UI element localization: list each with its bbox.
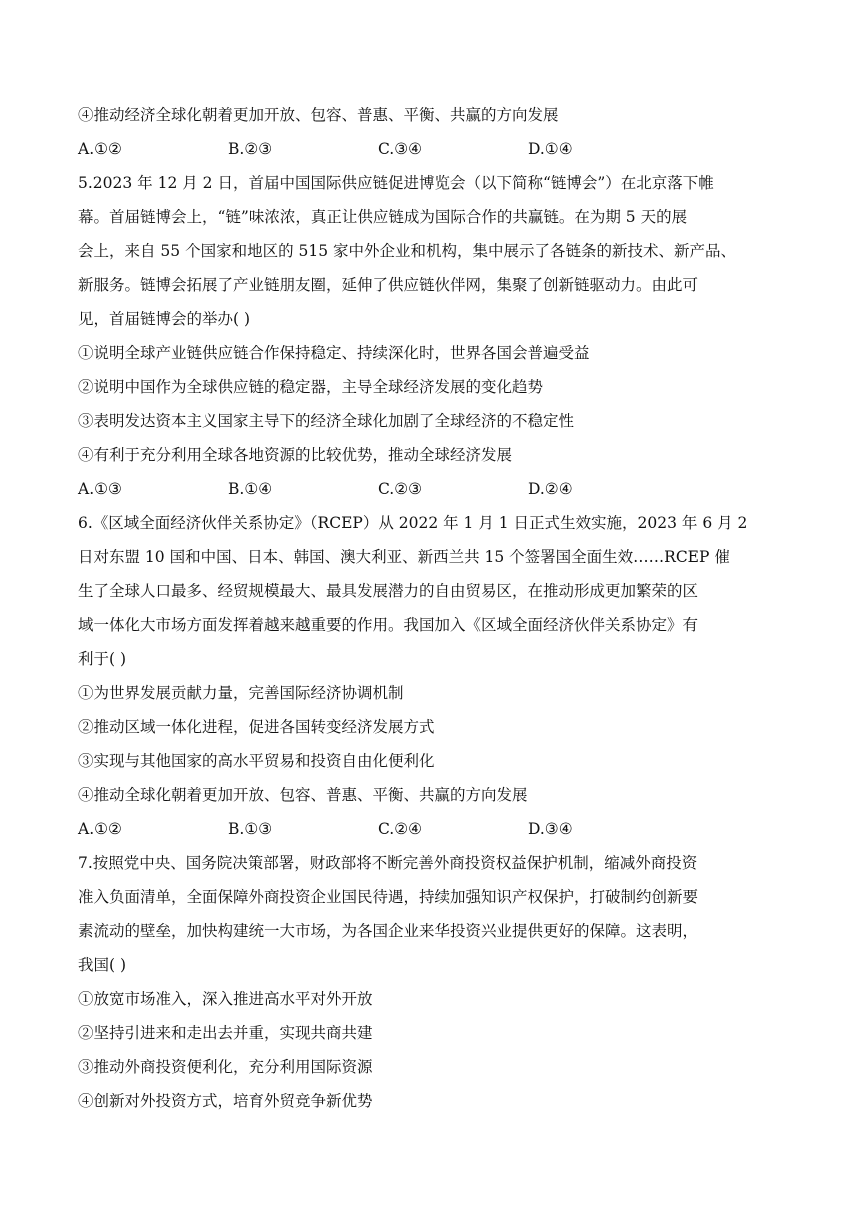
q4-choice-c[interactable]: C.③④ — [378, 140, 423, 158]
question-content — [78, 98, 778, 1118]
q6-choice-a[interactable]: A.①② — [78, 820, 122, 838]
q6-stem-line: 日对东盟 10 国和中国、日本、韩国、澳大利亚、新西兰共 15 个签署国全面生效……RCEP 催 — [78, 548, 730, 566]
q5-stem — [78, 166, 778, 336]
q5-stem-line: 幕。首届链博会上，“链”味浓浓，真正让供应链成为国际合作的共赢链。在为期 5 天的展 — [78, 208, 688, 226]
q7-stem-line: 7.按照党中央、国务院决策部署，财政部将不断完善外商投资权益保护机制，缩减外商投资 — [78, 854, 698, 872]
q5-choice-d[interactable]: D.②④ — [528, 480, 573, 498]
q6-choice-d[interactable]: D.③④ — [528, 820, 573, 838]
q7-option-3: ③推动外商投资便利化，充分利用国际资源 — [78, 1058, 373, 1076]
q5-stem-line: 新服务。链博会拓展了产业链朋友圈，延伸了供应链伙伴网，集聚了创新链驱动力。由此可 — [78, 276, 699, 294]
q5-option-3: ③表明发达资本主义国家主导下的经济全球化加剧了全球经济的不稳定性 — [78, 412, 575, 430]
q7-option-4: ④创新对外投资方式，培育外贸竞争新优势 — [78, 1092, 373, 1110]
q4-choice-d[interactable]: D.①④ — [528, 140, 573, 158]
q5-choice-c[interactable]: C.②③ — [378, 480, 423, 498]
q5-option-2: ②说明中国作为全球供应链的稳定器，主导全球经济发展的变化趋势 — [78, 378, 544, 396]
q6-choices — [78, 812, 778, 846]
q5-stem-line: 见，首届链博会的举办( ) — [78, 310, 251, 328]
q7-option-2: ②坚持引进来和走出去并重，实现共商共建 — [78, 1024, 373, 1042]
q5-choice-a[interactable]: A.①③ — [78, 480, 122, 498]
q5-stem-line: 会上，来自 55 个国家和地区的 515 家中外企业和机构，集中展示了各链条的新技术、新产品、 — [78, 242, 737, 260]
q5-option-1: ①说明全球产业链供应链合作保持稳定、持续深化时，世界各国会普遍受益 — [78, 344, 590, 362]
q4-option-4: ④推动经济全球化朝着更加开放、包容、普惠、平衡、共赢的方向发展 — [78, 106, 559, 124]
q7-option-1: ①放宽市场准入，深入推进高水平对外开放 — [78, 990, 373, 1008]
q7-stem-line: 素流动的壁垒，加快构建统一大市场，为各国企业来华投资兴业提供更好的保障。这表明， — [78, 922, 699, 940]
q6-choice-b[interactable]: B.①③ — [228, 820, 273, 838]
q6-option-1: ①为世界发展贡献力量，完善国际经济协调机制 — [78, 684, 404, 702]
q6-stem-line: 生了全球人口最多、经贸规模最大、最具发展潜力的自由贸易区，在推动形成更加繁荣的区 — [78, 582, 699, 600]
q6-stem-line: 6.《区域全面经济伙伴关系协定》（RCEP）从 2022 年 1 月 1 日正式生效实施，2023 年 6 月 2 — [78, 514, 748, 532]
q6-option-2: ②推动区域一体化进程，促进各国转变经济发展方式 — [78, 718, 435, 736]
q5-choices — [78, 472, 778, 506]
q5-choice-b[interactable]: B.①④ — [228, 480, 273, 498]
q4-choice-a[interactable]: A.①② — [78, 140, 122, 158]
q7-stem-line: 我国( ) — [78, 956, 127, 974]
q6-option-3: ③实现与其他国家的高水平贸易和投资自由化便利化 — [78, 752, 435, 770]
q5-option-4: ④有利于充分利用全球各地资源的比较优势，推动全球经济发展 — [78, 446, 513, 464]
q4-choice-b[interactable]: B.②③ — [228, 140, 273, 158]
q5-stem-line: 5.2023 年 12 月 2 日，首届中国国际供应链促进博览会（以下简称“链博会”）在北京落下帷 — [78, 174, 714, 192]
q7-stem-line: 准入负面清单，全面保障外商投资企业国民待遇，持续加强知识产权保护，打破制约创新要 — [78, 888, 699, 906]
q6-option-4: ④推动全球化朝着更加开放、包容、普惠、平衡、共赢的方向发展 — [78, 786, 528, 804]
q7-stem — [78, 846, 778, 982]
q6-stem — [78, 506, 778, 676]
q6-stem-line: 利于( ) — [78, 650, 127, 668]
q4-choices — [78, 132, 778, 166]
q6-choice-c[interactable]: C.②④ — [378, 820, 423, 838]
q6-stem-line: 域一体化大市场方面发挥着越来越重要的作用。我国加入《区域全面经济伙伴关系协定》有 — [78, 616, 699, 634]
